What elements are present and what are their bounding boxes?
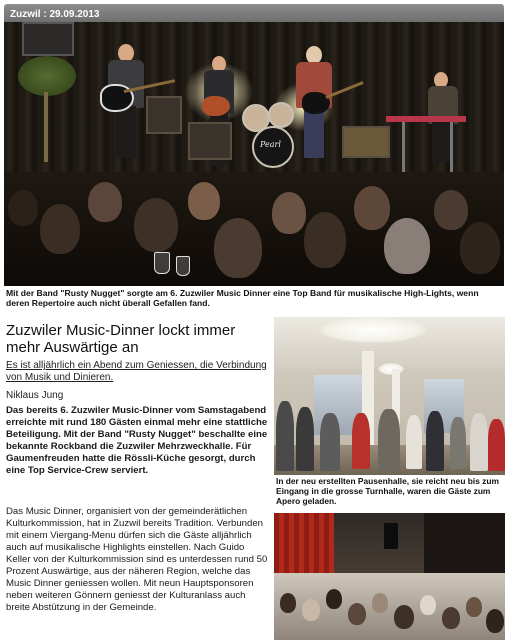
article-paragraph-1: Das bereits 6. Zuzwiler Music-Dinner vom Samstagabend erreichte mit rund 180 Gästen einmal mehr eine stattliche Beteiligung. Mit der Band "Rusty Nugget" beschallte eine bekannte Rockband die Zuzwiler Mehrzweckhalle. Für Gaumenfreuden hatte die Rössli-Küche gesorgt, durch eine Top Service-Crew serviert. [6,405,268,476]
guest [352,413,370,469]
plant-stand [44,92,48,162]
audience-head [8,190,38,226]
dinner-guest [420,595,436,615]
amplifier [188,122,232,160]
stage-monitor [22,22,74,56]
wine-glass [176,256,190,276]
audience-head [272,192,306,234]
audience-head [460,222,500,274]
dinner-guest [466,597,482,617]
guest [426,411,444,471]
amplifier [146,96,182,134]
hall-photo [274,317,505,475]
guest [276,401,294,471]
guest [406,415,422,469]
speaker [384,523,398,549]
ceiling-light [378,363,404,375]
hall-photo-caption: In der neu erstellten Pausenhalle, sie reicht neu bis zum Eingang in die grosse Turnhalle, waren die Gäste zum Apero geladen. [276,476,499,506]
article-title: Zuzwiler Music-Dinner lockt immer mehr Auswärtige an [6,322,236,356]
audience-head [384,218,430,274]
article-header [4,4,504,22]
dinner-guest [302,599,320,621]
bass-drum [252,126,294,168]
drum-brand: Pearl [260,140,281,149]
dinner-guest [442,607,460,629]
audience-head [188,182,220,220]
audience-head [434,190,468,230]
dinner-guest [372,593,388,613]
ceiling-light [318,317,428,343]
place-date: Zuzwil : 29.09.2013 [10,9,100,20]
decorative-plant [18,56,76,96]
keyboard-stand [402,122,405,172]
guest [320,413,340,471]
article-author: Niklaus Jung [6,390,64,401]
audience-head [40,204,80,254]
amplifier [342,126,390,158]
dinner-photo [274,513,505,640]
guest [296,407,314,471]
audience-head [134,198,178,252]
guest [470,413,488,471]
band-photo-caption: Mit der Band "Rusty Nugget" sorgte am 6. Zuzwiler Music Dinner eine Top Band für musikalische High-Lights, wenn deren Repertoire auch nicht überall Gefallen fand. [6,288,479,308]
article-paragraph-2: Das Music Dinner, organisiert von der gemeinderätlichen Kulturkommission, hat in Zuzwil bereits Tradition. Verbunden mit einem Viergang-Menu dürfen sich die Gäste alljährlich auch auf musikalische Highlights einstellen. Nach Guido Keller von der Kulturkommission sind es unterdessen rund 50 Prozent Auswärtige, aus der näheren Region, welche das Music Dinner geniessen wollen. Mit neun Hauptsponsoren neben weiteren Gönnern geniesst der Kulturanlass auch breite Abstützung in der Gemeinde. [6,506,268,613]
wine-glass [154,252,170,274]
audience-head [88,182,122,222]
dinner-guest [394,605,414,629]
audience-head [354,186,390,230]
dinner-guest [280,593,296,613]
guest [450,417,466,469]
article-lead: Es ist alljährlich ein Abend zum Geniessen, die Verbindung von Musik und Dinieren. [6,360,267,383]
audience-head [304,212,346,268]
drum [268,102,294,128]
keyboard [386,116,466,122]
dinner-guest [326,589,342,609]
band-photo [4,22,504,286]
dinner-guest [486,609,504,633]
stage [424,513,505,573]
audience-head [214,218,262,278]
dinner-guest [348,603,366,625]
keyboard-stand [450,122,453,172]
guitar [202,96,230,116]
guest [488,419,505,471]
guest [378,409,400,471]
